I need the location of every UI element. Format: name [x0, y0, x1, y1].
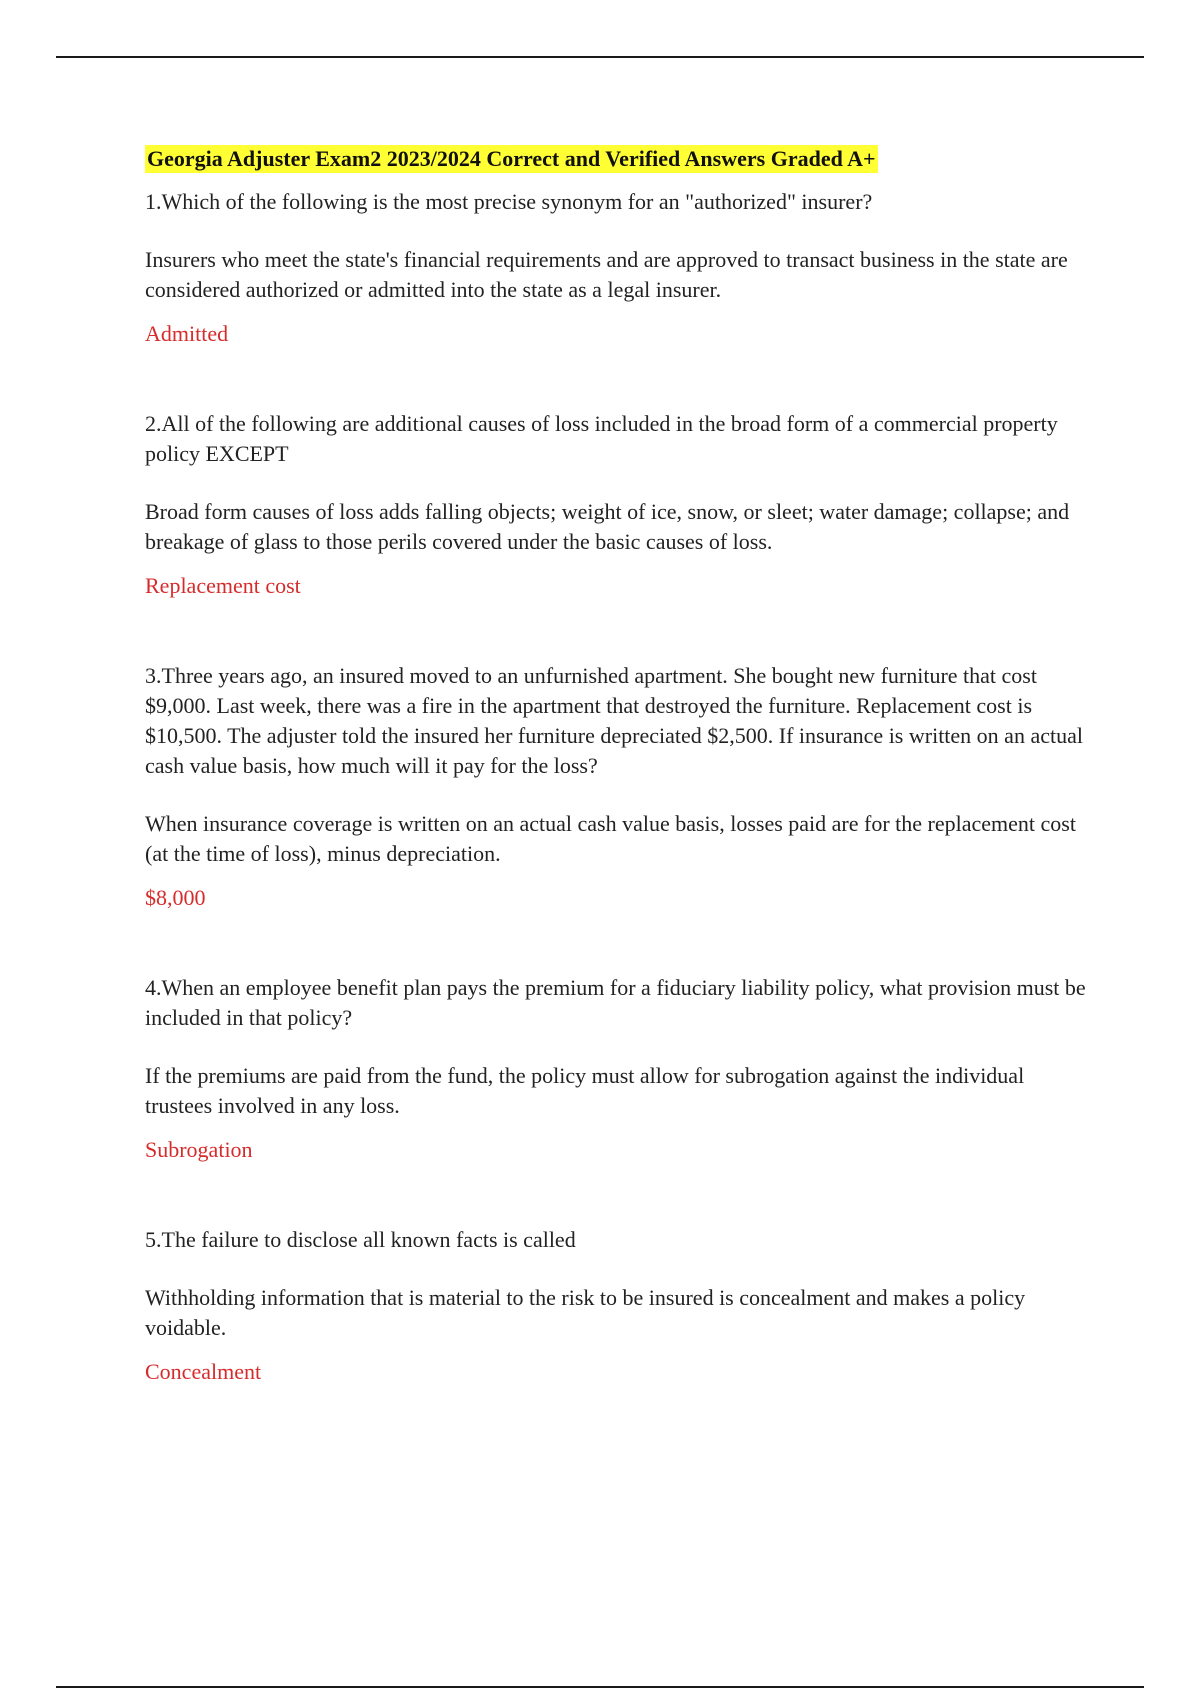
qa-item-2 [145, 409, 1095, 601]
answer-text: Admitted [145, 321, 229, 346]
header-rule [56, 56, 1144, 58]
qa-item-5 [145, 1225, 1095, 1387]
qa-item-1 [145, 187, 1095, 349]
qa-item-4 [145, 973, 1095, 1165]
explanation-text: Insurers who meet the state's financial requirements and are approved to transact business in the state are considered authorized or admitted into the state as a legal insurer. [145, 247, 1068, 302]
answer-text: Replacement cost [145, 573, 301, 598]
answer-text: Subrogation [145, 1137, 253, 1162]
footer-rule [56, 1686, 1144, 1688]
question-text: 5.The failure to disclose all known facts is called [145, 1227, 576, 1252]
question-text: 1.Which of the following is the most precise synonym for an "authorized" insurer? [145, 189, 873, 214]
document-title: Georgia Adjuster Exam2 2023/2024 Correct and Verified Answers Graded A+ [147, 146, 876, 171]
answer-text: $8,000 [145, 885, 206, 910]
explanation-text: When insurance coverage is written on an actual cash value basis, losses paid are for the replacement cost (at the time of loss), minus depreciation. [145, 811, 1076, 866]
question-text: 4.When an employee benefit plan pays the premium for a fiduciary liability policy, what provision must be included in that policy? [145, 975, 1086, 1030]
qa-item-3 [145, 661, 1095, 913]
explanation-text: Withholding information that is material to the risk to be insured is concealment and makes a policy voidable. [145, 1285, 1026, 1340]
question-text: 3.Three years ago, an insured moved to an unfurnished apartment. She bought new furniture that cost $9,000. Last week, there was a fire in the apartment that destroyed the furniture. Replacement cost is $10,500. The adjuster told the insured her furniture depreciated $2,500. If insurance is written on an actual cash value basis, how much will it pay for the loss? [145, 663, 1083, 778]
answer-text: Concealment [145, 1359, 262, 1384]
explanation-text: If the premiums are paid from the fund, the policy must allow for subrogation against the individual trustees involved in any loss. [145, 1063, 1025, 1118]
document-body [145, 145, 1095, 1387]
question-text: 2.All of the following are additional causes of loss included in the broad form of a commercial property policy EXCEPT [145, 411, 1058, 466]
explanation-text: Broad form causes of loss adds falling objects; weight of ice, snow, or sleet; water damage; collapse; and breakage of glass to those perils covered under the basic causes of loss. [145, 499, 1070, 554]
